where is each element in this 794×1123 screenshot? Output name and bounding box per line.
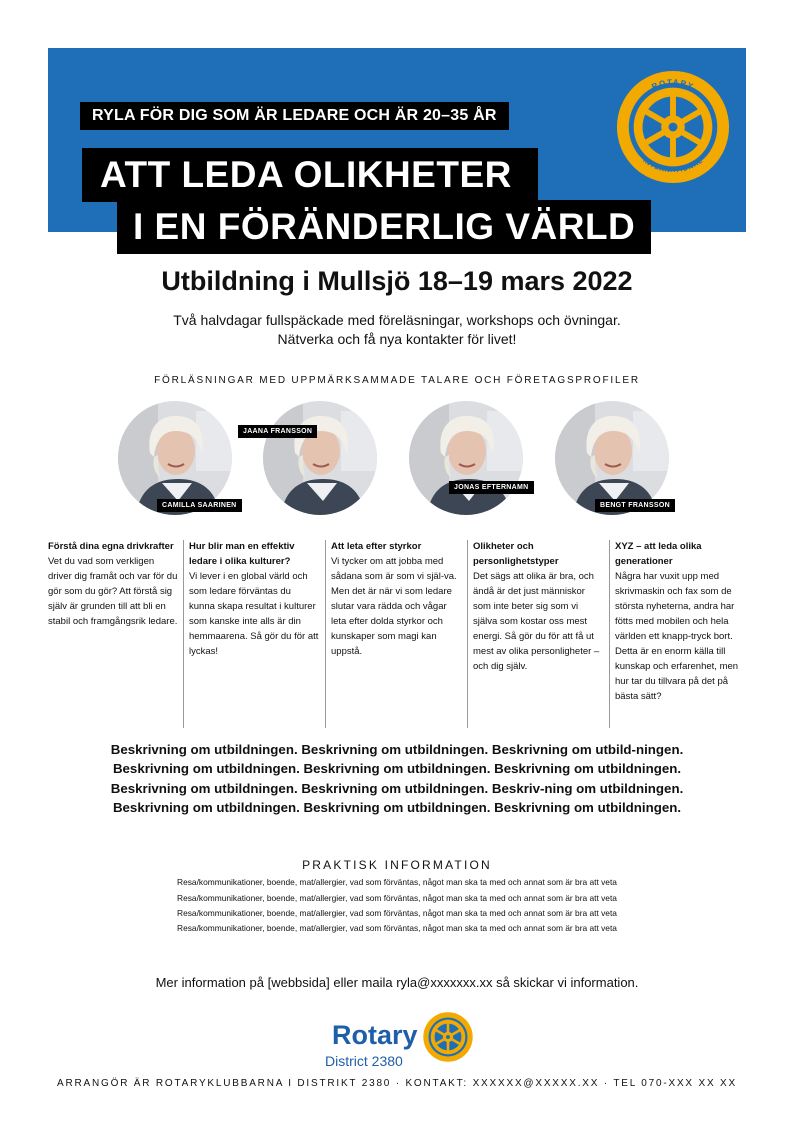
topic-column-3 xyxy=(331,539,461,659)
speaker-photo-1 xyxy=(118,401,232,515)
topic-body: Vi tycker om att jobba med sådana som är som vi själ-va. Men det är när vi som ledare slutar vara rädda och vågar leta efter dolda styrkor och kunskaper som magi kan uppstå. xyxy=(331,556,457,657)
footer-contact-line: ARRANGÖR ÄR ROTARYKLUBBARNA I DISTRIKT 2380 · KONTAKT: XXXXXX@XXXXX.XX · TEL 070-XXX XX XX xyxy=(57,1078,737,1089)
topic-heading: Olikheter och personlighetstyper xyxy=(473,541,559,567)
speaker-name-tag-2: JAANA FRANSSON xyxy=(238,425,317,438)
practical-info-line: Resa/kommunikationer, boende, mat/allergier, vad som förväntas, något man ska ta med och annat som är bra att veta xyxy=(177,923,617,933)
speaker-photo-3 xyxy=(409,401,523,515)
title-line-2: I EN FÖRÄNDERLIG VÄRLD xyxy=(117,200,651,254)
speaker-name-tag-3: JONAS EFTERNAMN xyxy=(449,481,534,494)
rotary-wheel-footer-icon xyxy=(422,1011,474,1063)
topic-column-1 xyxy=(48,539,178,629)
topic-heading: Att leta efter styrkor xyxy=(331,541,422,552)
title-line-1: ATT LEDA OLIKHETER xyxy=(82,148,538,202)
speaker-name-tag-1: CAMILLA SAARINEN xyxy=(157,499,242,512)
logo-ring-top-text: ROTARY xyxy=(650,77,696,92)
column-divider xyxy=(325,540,326,728)
practical-info-line: Resa/kommunikationer, boende, mat/allergier, vad som förväntas, något man ska ta med och annat som är bra att veta xyxy=(177,908,617,918)
tagline: RYLA FÖR DIG SOM ÄR LEDARE OCH ÄR 20–35 ÅR xyxy=(80,102,509,130)
practical-info-line: Resa/kommunikationer, boende, mat/allergier, vad som förväntas, något man ska ta med och annat som är bra att veta xyxy=(177,893,617,903)
intro-line-1: Två halvdagar fullspäckade med föreläsningar, workshops och övningar. xyxy=(173,312,621,328)
topic-body: Några har vuxit upp med skrivmaskin och fax som de största nyheterna, andra har fötts med mobilen och hela världen ett knapp-tryck bort. Detta är en enorm källa till kunskap och erfarenhet, men hur tar du tillvara på det på bästa sätt? xyxy=(615,571,739,702)
event-subtitle: Utbildning i Mullsjö 18–19 mars 2022 xyxy=(161,266,633,296)
logo-ring-bottom-text: INTERNATIONAL xyxy=(641,157,705,175)
more-info-text: Mer information på [webbsida] eller maila ryla@xxxxxxx.xx så skickar vi information. xyxy=(155,975,639,990)
topic-body: Vet du vad som verkligen driver dig framåt och var för du gör som du gör? Att förstå sig själv är grunden till att bli en stabil och framgångsrik ledare. xyxy=(48,556,178,627)
speaker-photo-4 xyxy=(555,401,669,515)
column-divider xyxy=(183,540,184,728)
course-description: Beskrivning om utbildningen. Beskrivning om utbildningen. Beskrivning om utbild-ningen. Beskrivning om utbildningen. Beskrivning om utbildningen. Beskrivning om utbildningen. Beskrivning om utbildningen. Beskrivning om utbildningen. Beskriv-ning om utbildningen. Beskrivning om utbildningen. Beskrivning om utbildningen. Beskrivning om utbildningen. xyxy=(110,742,684,816)
topic-body: Det sägs att olika är bra, och ändå är det just människor som inte beter sig som vi själva som kostar oss mest energi. Så gör du för att få ut mest av olika personligheter – och dig själv. xyxy=(473,571,600,672)
practical-info-heading: PRAKTISK INFORMATION xyxy=(302,858,492,872)
topic-column-5 xyxy=(615,539,745,704)
rotary-wheel-icon xyxy=(614,68,732,186)
intro-line-2: Nätverka och få nya kontakter för livet! xyxy=(277,331,517,347)
practical-info-line: Resa/kommunikationer, boende, mat/allergier, vad som förväntas, något man ska ta med och annat som är bra att veta xyxy=(177,877,617,887)
topic-heading: XYZ – att leda olika generationer xyxy=(615,541,702,567)
column-divider xyxy=(609,540,610,728)
speakers-heading: FÖRLÄSNINGAR MED UPPMÄRKSAMMADE TALARE OCH FÖRETAGSPROFILER xyxy=(154,375,640,386)
speaker-photo-2 xyxy=(263,401,377,515)
column-divider xyxy=(467,540,468,728)
footer-logo-name: Rotary xyxy=(332,1020,418,1050)
topic-body: Vi lever i en global värld och som ledare förväntas du kunna skapa resultat i kulturer som kanske inte alls är din hemmaarena. Så gör du för att lyckas! xyxy=(189,571,319,657)
topic-column-2 xyxy=(189,539,319,659)
topic-heading: Hur blir man en effektiv ledare i olika kulturer? xyxy=(189,541,295,567)
footer-logo-district: District 2380 xyxy=(325,1053,403,1069)
speaker-name-tag-4: BENGT FRANSSON xyxy=(595,499,675,512)
topic-column-4 xyxy=(473,539,603,674)
topic-heading: Förstå dina egna drivkrafter xyxy=(48,541,174,552)
